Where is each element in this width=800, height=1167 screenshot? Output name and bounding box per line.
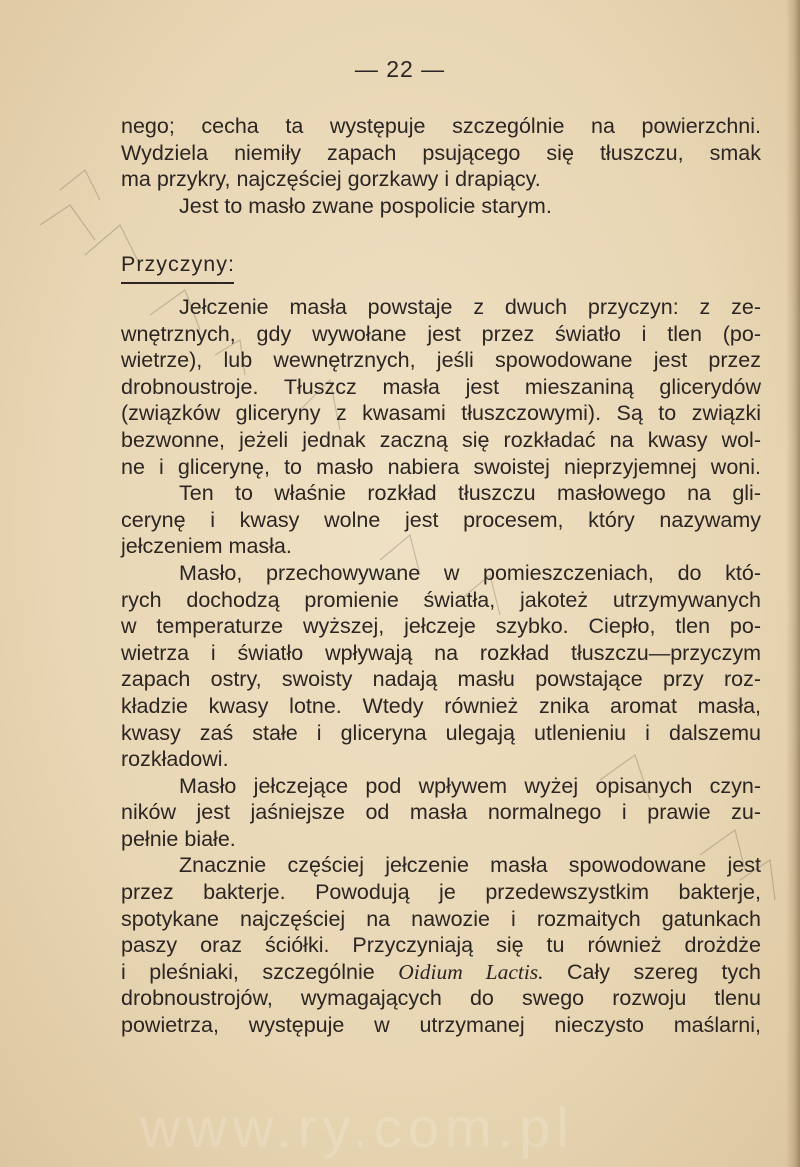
text-line: Jest to masło zwane pospolicie starym.	[179, 193, 552, 218]
text-line: spotykane najczęściej na nawozie i rozmaitych gatunkach	[121, 906, 761, 931]
text-line: powietrza, występuje w utrzymanej nieczysto maślarni,	[121, 1013, 761, 1038]
text-line: cerynę i kwasy wolne jest procesem, który nazywamy	[121, 507, 761, 532]
heading-underline	[121, 282, 234, 284]
text-fragment: i pleśniaki, szczególnie	[121, 959, 399, 984]
page-number: — 22 —	[354, 56, 446, 82]
text-line: wietrza i światło wpływają na rozkład tłuszczu—przyczym	[121, 640, 761, 665]
text-line: wnętrznych, gdy wywołane jest przez światło i tlen (po-	[121, 321, 761, 346]
text-line: paszy oraz ściółki. Przyczyniają się tu również drożdże	[121, 933, 761, 958]
body-text	[121, 113, 761, 219]
text-line: drobnoustroje. Tłuszcz masła jest mieszaniną glicerydów	[121, 374, 761, 399]
text-line: pełnie białe.	[121, 826, 236, 851]
text-line: nego; cecha ta występuje szczególnie na powierzchni.	[121, 114, 761, 138]
page-edge-shadow	[786, 0, 800, 1167]
text-line: ne i glicerynę, to masło nabiera swoistej nieprzyjemnej woni.	[121, 454, 761, 479]
text-line: w temperaturze wyższej, jełczeje szybko. Ciepło, tlen po-	[121, 614, 761, 639]
text-line: Znacznie częściej jełczenie masła spowodowane jest	[179, 853, 761, 878]
text-line: ników jest jaśniejsze od masła normalnego i prawie zu-	[121, 800, 761, 825]
text-line: Ten to właśnie rozkład tłuszczu masłowego na gli-	[179, 481, 761, 506]
text-line: przez bakterje. Powodują je przedewszystkim bakterje,	[121, 880, 761, 905]
species-name: Oidium Lactis.	[398, 959, 544, 984]
text-line: Masło, przechowywane w pomieszczeniach, do któ-	[179, 560, 761, 585]
text-line: Jełczenie masła powstaje z dwuch przyczyn: z ze-	[179, 295, 761, 319]
text-line-italic	[121, 959, 761, 986]
text-line: bezwonne, jeżeli jednak zaczną się rozkładać na kwasy wol-	[121, 427, 761, 452]
text-line: drobnoustrojów, wymagających do swego rozwoju tlenu	[121, 986, 761, 1011]
text-line: wietrze), lub wewnętrznych, jeśli spowodowane jest przez	[121, 348, 761, 373]
text-line: zapach ostry, swoisty nadają masłu powstające przy roz-	[121, 667, 761, 692]
text-line: jełczeniem masła.	[121, 534, 292, 559]
text-line: ma przykry, najczęściej gorzkawy i drapiący.	[121, 167, 541, 192]
section-heading: Przyczyny:	[121, 252, 235, 276]
text-line: Masło jełczejące pod wpływem wyżej opisanych czyn-	[179, 773, 761, 798]
text-line: kwasy zaś stałe i gliceryna ulegają utlenieniu i dalszemu	[121, 720, 761, 745]
text-line: rozkładowi.	[121, 747, 229, 772]
watermark: www.ry.com.pl	[140, 1096, 575, 1159]
text-line: rych dochodzą promienie światła, jakoteż utrzymywanych	[121, 587, 761, 612]
text-fragment: Cały szereg tych	[543, 959, 761, 984]
text-line: (związków gliceryny z kwasami tłuszczowymi). Są to związki	[121, 401, 761, 426]
text-line: Wydziela niemiły zapach psującego się tłuszczu, smak	[121, 140, 761, 165]
text-line: kładzie kwasy lotne. Wtedy również znika aromat masła,	[121, 693, 761, 718]
body-text-2	[121, 294, 761, 1039]
